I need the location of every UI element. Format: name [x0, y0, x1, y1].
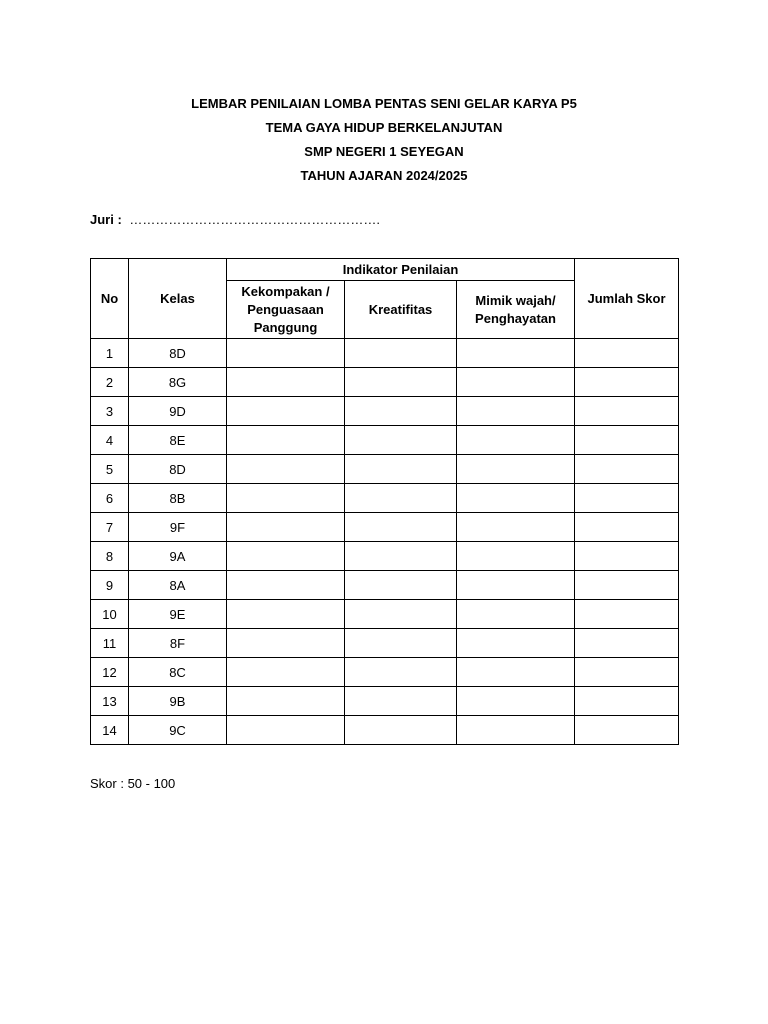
table-row — [91, 368, 679, 397]
cell-jumlah — [575, 629, 679, 658]
cell-no: 11 — [91, 629, 129, 658]
cell-kreatifitas — [345, 687, 457, 716]
cell-jumlah — [575, 687, 679, 716]
juri-label: Juri : — [90, 212, 122, 227]
cell-kelas: 8D — [129, 339, 227, 368]
title-line-3: SMP NEGERI 1 SEYEGAN — [304, 144, 464, 159]
cell-kelas: 8A — [129, 571, 227, 600]
cell-kreatifitas — [345, 368, 457, 397]
cell-no: 6 — [91, 484, 129, 513]
cell-no: 13 — [91, 687, 129, 716]
cell-no: 7 — [91, 513, 129, 542]
cell-kreatifitas — [345, 716, 457, 745]
cell-mimik — [457, 716, 575, 745]
table-row — [91, 513, 679, 542]
cell-kekompakan — [227, 542, 345, 571]
table-row — [91, 397, 679, 426]
cell-kreatifitas — [345, 397, 457, 426]
cell-jumlah — [575, 513, 679, 542]
cell-kreatifitas — [345, 484, 457, 513]
cell-kreatifitas — [345, 571, 457, 600]
cell-kekompakan — [227, 687, 345, 716]
table-row — [91, 600, 679, 629]
cell-kelas: 8F — [129, 629, 227, 658]
table-row — [91, 484, 679, 513]
cell-kreatifitas — [345, 426, 457, 455]
cell-jumlah — [575, 339, 679, 368]
juri-field — [90, 211, 380, 229]
cell-kelas: 9C — [129, 716, 227, 745]
title-line-4: TAHUN AJARAN 2024/2025 — [300, 168, 468, 183]
table-row — [91, 455, 679, 484]
header-no: No — [91, 259, 129, 339]
document-title — [0, 92, 768, 188]
cell-kelas: 8D — [129, 455, 227, 484]
cell-jumlah — [575, 484, 679, 513]
cell-jumlah — [575, 455, 679, 484]
cell-kreatifitas — [345, 455, 457, 484]
cell-kekompakan — [227, 658, 345, 687]
cell-kelas: 9D — [129, 397, 227, 426]
cell-mimik — [457, 658, 575, 687]
cell-jumlah — [575, 397, 679, 426]
cell-kekompakan — [227, 426, 345, 455]
cell-kreatifitas — [345, 542, 457, 571]
cell-kelas: 8E — [129, 426, 227, 455]
cell-no: 8 — [91, 542, 129, 571]
table-row — [91, 571, 679, 600]
cell-mimik — [457, 339, 575, 368]
cell-no: 3 — [91, 397, 129, 426]
cell-no: 12 — [91, 658, 129, 687]
cell-kelas: 9A — [129, 542, 227, 571]
header-indikator-penilaian: Indikator Penilaian — [227, 259, 575, 281]
cell-mimik — [457, 455, 575, 484]
header-kelas: Kelas — [129, 259, 227, 339]
cell-kelas: 8B — [129, 484, 227, 513]
cell-kekompakan — [227, 339, 345, 368]
juri-blank-line: …………………………………………………. — [129, 212, 381, 227]
cell-mimik — [457, 513, 575, 542]
cell-kelas: 8C — [129, 658, 227, 687]
cell-jumlah — [575, 368, 679, 397]
cell-kreatifitas — [345, 339, 457, 368]
table-row — [91, 542, 679, 571]
cell-kelas: 9F — [129, 513, 227, 542]
cell-kekompakan — [227, 571, 345, 600]
cell-jumlah — [575, 658, 679, 687]
cell-jumlah — [575, 542, 679, 571]
cell-kreatifitas — [345, 658, 457, 687]
cell-no: 5 — [91, 455, 129, 484]
cell-mimik — [457, 542, 575, 571]
table-row — [91, 629, 679, 658]
header-mimik-wajah: Mimik wajah/ Penghayatan — [457, 281, 575, 339]
cell-mimik — [457, 426, 575, 455]
cell-no: 1 — [91, 339, 129, 368]
cell-kekompakan — [227, 397, 345, 426]
table-row — [91, 658, 679, 687]
title-line-2: TEMA GAYA HIDUP BERKELANJUTAN — [265, 120, 503, 135]
table-header-row — [91, 259, 679, 281]
cell-no: 14 — [91, 716, 129, 745]
cell-jumlah — [575, 600, 679, 629]
cell-no: 10 — [91, 600, 129, 629]
header-jumlah-skor: Jumlah Skor — [575, 259, 679, 339]
score-range-note: Skor : 50 - 100 — [90, 776, 176, 791]
cell-jumlah — [575, 716, 679, 745]
cell-kelas: 9E — [129, 600, 227, 629]
table-row — [91, 716, 679, 745]
cell-mimik — [457, 687, 575, 716]
cell-kekompakan — [227, 600, 345, 629]
cell-mimik — [457, 600, 575, 629]
cell-mimik — [457, 571, 575, 600]
cell-kelas: 8G — [129, 368, 227, 397]
table-row — [91, 426, 679, 455]
cell-no: 9 — [91, 571, 129, 600]
cell-kekompakan — [227, 716, 345, 745]
cell-mimik — [457, 629, 575, 658]
header-kreatifitas: Kreatifitas — [345, 281, 457, 339]
cell-kekompakan — [227, 484, 345, 513]
cell-jumlah — [575, 571, 679, 600]
table-row — [91, 339, 679, 368]
cell-no: 4 — [91, 426, 129, 455]
cell-kekompakan — [227, 368, 345, 397]
title-line-1: LEMBAR PENILAIAN LOMBA PENTAS SENI GELAR KARYA P5 — [191, 96, 577, 111]
cell-mimik — [457, 484, 575, 513]
cell-mimik — [457, 397, 575, 426]
header-kekompakan: Kekompakan / Penguasaan Panggung — [227, 281, 345, 339]
score-table — [90, 258, 679, 745]
cell-kekompakan — [227, 513, 345, 542]
table-row — [91, 687, 679, 716]
cell-kreatifitas — [345, 513, 457, 542]
cell-kekompakan — [227, 455, 345, 484]
cell-no: 2 — [91, 368, 129, 397]
cell-kekompakan — [227, 629, 345, 658]
cell-kelas: 9B — [129, 687, 227, 716]
cell-kreatifitas — [345, 600, 457, 629]
cell-mimik — [457, 368, 575, 397]
cell-kreatifitas — [345, 629, 457, 658]
cell-jumlah — [575, 426, 679, 455]
